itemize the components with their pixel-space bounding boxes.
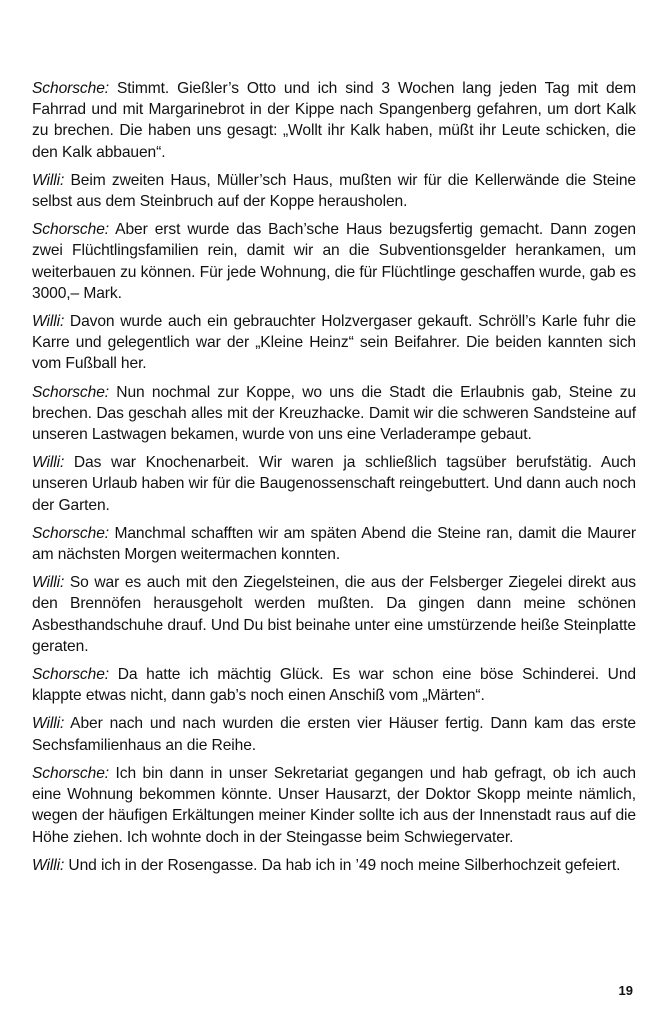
paragraph-text: Das war Knochenarbeit. Wir waren ja schließlich tagsüber berufstätig. Auch unseren Urlaub haben wir für die Baugenossenschaft reingebuttert. Und dann auch noch der Garten. [32, 454, 636, 514]
speaker-label: Schorsche: [32, 764, 110, 782]
paragraph-9 [32, 664, 636, 706]
paragraph-text: Nun nochmal zur Koppe, wo uns die Stadt die Erlaubnis gab, Steine zu brechen. Das geschah alles mit der Kreuzhacke. Damit wir die schweren Sandsteine auf unseren Lastwagen bekamen, wurde von uns eine Verladerampe gebaut. [32, 383, 636, 444]
paragraph-12 [32, 855, 636, 876]
paragraph-5 [32, 382, 636, 446]
speaker-label: Willi: [32, 171, 65, 189]
speaker-label: Willi: [32, 574, 65, 592]
paragraph-1 [32, 78, 636, 163]
paragraph-text: Manchmal schafften wir am späten Abend die Steine ran, damit die Maurer am nächsten Morgen weitermachen konnten. [32, 524, 636, 564]
paragraph-text: Aber nach und nach wurden die ersten vier Häuser fertig. Dann kam das erste Sechsfamilienhaus an die Reihe. [32, 715, 636, 754]
paragraph-text: So war es auch mit den Ziegelsteinen, die aus der Felsberger Ziegelei direkt aus den Brennöfen herausgeholt werden mußten. Da gingen dann meine schönen Asbesthandschuhe drauf. Und Du bist beinahe unter eine umstürzende heiße Steinplatte geraten. [32, 574, 636, 655]
paragraph-text: Ich bin dann in unser Sekretariat gegangen und hab gefragt, ob ich auch eine Wohnung bekommen könnte. Unser Hausarzt, der Doktor Skopp meinte nämlich, wegen der häufigen Erkältungen meiner Kinder sollte ich aus der Innenstadt raus auf die Höhe ziehen. Ich wohnte doch in der Steingasse beim Schwiegervater. [32, 764, 636, 846]
speaker-label: Willi: [32, 715, 65, 733]
paragraph-10 [32, 713, 636, 755]
paragraph-7 [32, 523, 636, 565]
speaker-label: Schorsche: [32, 221, 110, 239]
paragraph-text: Und ich in der Rosengasse. Da hab ich in ’49 noch meine Silberhochzeit gefeiert. [64, 856, 621, 874]
paragraph-4 [32, 311, 636, 375]
speaker-label: Schorsche: [32, 666, 110, 684]
speaker-label: Schorsche: [32, 383, 110, 401]
paragraph-text: Aber erst wurde das Bach’sche Haus bezugsfertig gemacht. Dann zogen zwei Flüchtlingsfamilien rein, damit wir an die Subventionsgelder herankamen, um weiterbauen zu können. Für jede Wohnung, die für Flüchtlinge geschaffen wurde, gab es 3000,– Mark. [32, 221, 636, 302]
speaker-label: Schorsche: [32, 524, 110, 542]
speaker-label: Willi: [32, 856, 65, 874]
page-number: 19 [618, 983, 633, 998]
paragraph-11 [32, 763, 636, 848]
speaker-label: Willi: [32, 313, 65, 331]
paragraph-6 [32, 452, 636, 516]
speaker-label: Willi: [32, 454, 65, 472]
paragraph-3 [32, 219, 636, 304]
paragraph-text: Da hatte ich mächtig Glück. Es war schon eine böse Schinderei. Und klappte etwas nicht, dann gab’s noch einen Anschiß vom „Märten“. [32, 666, 636, 705]
paragraph-text: Beim zweiten Haus, Müller’sch Haus, mußten wir für die Kellerwände die Steine selbst aus dem Steinbruch auf der Koppe herausholen. [32, 171, 636, 211]
document-page [32, 78, 636, 883]
paragraph-text: Stimmt. Gießler’s Otto und ich sind 3 Wochen lang jeden Tag mit dem Fahrrad und mit Margarinebrot in der Kippe nach Spangenberg gefahren, um dort Kalk zu brechen. Die haben uns gesagt: „Wollt ihr Kalk haben, müßt ihr Leute schicken, die den Kalk abbauen“. [32, 80, 636, 161]
speaker-label: Schorsche: [32, 80, 110, 97]
paragraph-2 [32, 170, 636, 212]
paragraph-text: Davon wurde auch ein gebrauchter Holzvergaser gekauft. Schröll’s Karle fuhr die Karre und gelegentlich war der „Kleine Heinz“ sein Beifahrer. Die beiden kannten sich vom Fußball her. [32, 313, 636, 373]
paragraph-8 [32, 572, 636, 657]
